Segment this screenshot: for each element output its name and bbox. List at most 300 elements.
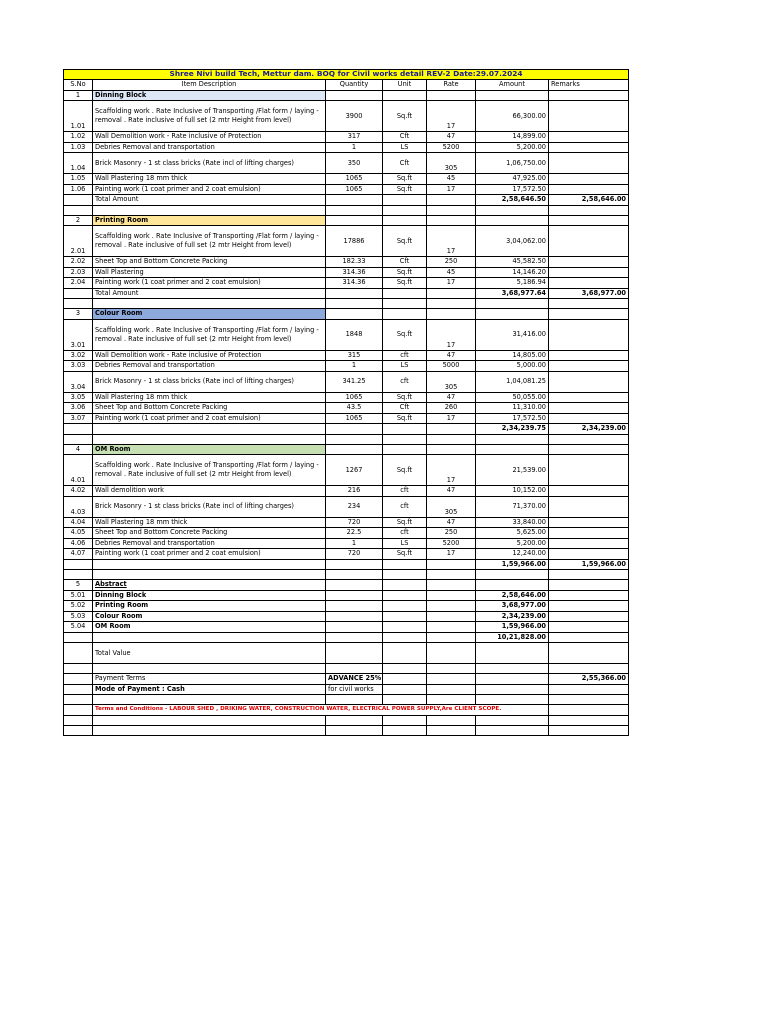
item-quantity: 1065 <box>326 413 383 424</box>
empty-cell <box>383 632 427 643</box>
item-amount: 17,572.50 <box>476 413 549 424</box>
empty-cell <box>64 205 93 215</box>
empty-cell <box>64 664 93 674</box>
boq-table <box>63 69 629 736</box>
item-sno: 3.06 <box>64 403 93 414</box>
item-amount: 50,055.00 <box>476 392 549 403</box>
empty-cell <box>93 299 326 309</box>
empty-cell <box>383 570 427 580</box>
item-unit: Sq.ft <box>383 319 427 350</box>
table-row <box>64 528 629 539</box>
abstract-sno: 5.02 <box>64 601 93 612</box>
item-rate: 17 <box>427 413 476 424</box>
empty-cell <box>326 444 383 455</box>
empty-row <box>64 695 629 705</box>
item-description: Wall Demolition work - Rate inclusive of Protection <box>93 132 326 143</box>
abstract-label: Abstract <box>93 580 326 591</box>
item-sno: 1.01 <box>64 101 93 132</box>
item-amount: 5,200.00 <box>476 142 549 153</box>
item-unit: Sq.ft <box>383 184 427 195</box>
item-quantity: 315 <box>326 350 383 361</box>
table-row <box>64 392 629 403</box>
empty-cell <box>326 215 383 226</box>
item-quantity: 1 <box>326 142 383 153</box>
item-amount: 1,06,750.00 <box>476 153 549 174</box>
abstract-name: Printing Room <box>93 601 326 612</box>
item-rate: 250 <box>427 528 476 539</box>
empty-cell <box>326 434 383 444</box>
item-remarks <box>549 403 629 414</box>
empty-cell <box>549 444 629 455</box>
header-sno: S.No <box>64 80 93 91</box>
item-quantity: 314.36 <box>326 278 383 289</box>
abstract-amount: 1,59,966.00 <box>476 622 549 633</box>
empty-cell <box>383 664 427 674</box>
item-amount: 12,240.00 <box>476 549 549 560</box>
table-row <box>64 319 629 350</box>
empty-cell <box>427 643 476 664</box>
empty-cell <box>549 570 629 580</box>
item-sno: 4.07 <box>64 549 93 560</box>
item-quantity: 234 <box>326 496 383 517</box>
payment-terms-label: Payment Terms <box>93 674 326 685</box>
empty-cell <box>383 215 427 226</box>
empty-cell <box>549 309 629 320</box>
empty-cell <box>64 725 93 735</box>
item-remarks <box>549 101 629 132</box>
header-remarks: Remarks <box>549 80 629 91</box>
item-remarks <box>549 184 629 195</box>
item-description: Debries Removal and transportation <box>93 142 326 153</box>
section-header-row <box>64 215 629 226</box>
empty-cell <box>93 632 326 643</box>
empty-cell <box>383 424 427 435</box>
empty-cell <box>549 611 629 622</box>
item-description: Wall demolition work <box>93 486 326 497</box>
item-quantity: 350 <box>326 153 383 174</box>
item-remarks <box>549 278 629 289</box>
item-unit: Cft <box>383 257 427 268</box>
table-row <box>64 496 629 517</box>
abstract-name: OM Room <box>93 622 326 633</box>
item-quantity: 17886 <box>326 226 383 257</box>
item-remarks <box>549 226 629 257</box>
abstract-sno: 5.04 <box>64 622 93 633</box>
empty-cell <box>326 195 383 206</box>
item-quantity: 720 <box>326 549 383 560</box>
abstract-number: 5 <box>64 580 93 591</box>
item-remarks <box>549 538 629 549</box>
table-row <box>64 403 629 414</box>
table-row <box>64 455 629 486</box>
section-number: 4 <box>64 444 93 455</box>
item-remarks <box>549 361 629 372</box>
payment-terms-amount: 2,55,366.00 <box>549 674 629 685</box>
header-quantity: Quantity <box>326 80 383 91</box>
item-quantity: 341.25 <box>326 371 383 392</box>
empty-cell <box>427 195 476 206</box>
section-header-row <box>64 90 629 101</box>
section-total-amount: 1,59,966.00 <box>476 559 549 570</box>
table-row <box>64 174 629 185</box>
item-quantity: 216 <box>326 486 383 497</box>
table-row <box>64 361 629 372</box>
empty-cell <box>427 715 476 725</box>
table-row <box>64 153 629 174</box>
item-sno: 3.07 <box>64 413 93 424</box>
item-description: Wall Plastering <box>93 267 326 278</box>
item-description: Painting work (1 coat primer and 2 coat emulsion) <box>93 549 326 560</box>
empty-cell <box>476 715 549 725</box>
item-amount: 45,582.50 <box>476 257 549 268</box>
item-description: Brick Masonry - 1 st class bricks (Rate incl of lifting charges) <box>93 371 326 392</box>
empty-cell <box>326 299 383 309</box>
empty-cell <box>549 434 629 444</box>
item-description: Painting work (1 coat primer and 2 coat emulsion) <box>93 413 326 424</box>
empty-cell <box>326 309 383 320</box>
empty-cell <box>549 205 629 215</box>
item-rate: 17 <box>427 184 476 195</box>
item-sno: 2.02 <box>64 257 93 268</box>
table-row <box>64 226 629 257</box>
item-rate: 47 <box>427 486 476 497</box>
terms-row <box>64 705 629 716</box>
empty-cell <box>64 434 93 444</box>
section-number: 2 <box>64 215 93 226</box>
table-row <box>64 278 629 289</box>
section-header-row <box>64 444 629 455</box>
item-description: Brick Masonry - 1 st class bricks (Rate incl of lifting charges) <box>93 496 326 517</box>
section-total-remarks: 2,34,239.00 <box>549 424 629 435</box>
item-amount: 14,899.00 <box>476 132 549 143</box>
empty-cell <box>64 684 93 695</box>
item-remarks <box>549 174 629 185</box>
section-total-row <box>64 195 629 206</box>
empty-cell <box>427 559 476 570</box>
table-row <box>64 184 629 195</box>
empty-cell <box>549 215 629 226</box>
item-amount: 5,200.00 <box>476 538 549 549</box>
empty-cell <box>476 674 549 685</box>
empty-cell <box>476 309 549 320</box>
item-sno: 4.05 <box>64 528 93 539</box>
section-number: 1 <box>64 90 93 101</box>
section-total-row <box>64 559 629 570</box>
empty-cell <box>64 559 93 570</box>
empty-cell <box>549 580 629 591</box>
item-rate: 17 <box>427 101 476 132</box>
empty-cell <box>326 632 383 643</box>
empty-cell <box>383 590 427 601</box>
empty-cell <box>476 299 549 309</box>
empty-cell <box>427 570 476 580</box>
payment-mode-label: Mode of Payment : Cash <box>93 684 326 695</box>
empty-cell <box>64 288 93 299</box>
item-remarks <box>549 392 629 403</box>
item-unit: LS <box>383 361 427 372</box>
item-remarks <box>549 350 629 361</box>
item-description: Wall Plastering 18 mm thick <box>93 517 326 528</box>
empty-cell <box>549 705 629 716</box>
section-name: Printing Room <box>93 215 326 226</box>
payment-mode-row <box>64 684 629 695</box>
item-description: Painting work (1 coat primer and 2 coat emulsion) <box>93 278 326 289</box>
item-sno: 3.03 <box>64 361 93 372</box>
item-rate: 17 <box>427 455 476 486</box>
empty-cell <box>64 570 93 580</box>
item-description: Painting work (1 coat primer and 2 coat emulsion) <box>93 184 326 195</box>
abstract-row <box>64 622 629 633</box>
empty-cell <box>476 434 549 444</box>
empty-cell <box>427 695 476 705</box>
item-unit: Sq.ft <box>383 267 427 278</box>
section-total-amount: 2,58,646.50 <box>476 195 549 206</box>
empty-cell <box>383 580 427 591</box>
empty-cell <box>427 601 476 612</box>
item-sno: 3.01 <box>64 319 93 350</box>
item-rate: 5200 <box>427 142 476 153</box>
item-amount: 14,805.00 <box>476 350 549 361</box>
item-description: Brick Masonry - 1 st class bricks (Rate incl of lifting charges) <box>93 153 326 174</box>
item-quantity: 1 <box>326 361 383 372</box>
item-sno: 4.06 <box>64 538 93 549</box>
empty-cell <box>476 664 549 674</box>
empty-cell <box>64 695 93 705</box>
item-amount: 5,625.00 <box>476 528 549 539</box>
item-quantity: 43.5 <box>326 403 383 414</box>
header-item-description: Item Description <box>93 80 326 91</box>
item-description: Wall Plastering 18 mm thick <box>93 174 326 185</box>
empty-cell <box>93 205 326 215</box>
empty-cell <box>326 664 383 674</box>
item-remarks <box>549 319 629 350</box>
item-unit: cft <box>383 350 427 361</box>
abstract-row <box>64 590 629 601</box>
empty-cell <box>326 580 383 591</box>
empty-cell <box>549 664 629 674</box>
section-total-row <box>64 424 629 435</box>
empty-cell <box>383 309 427 320</box>
item-rate: 45 <box>427 174 476 185</box>
item-sno: 1.03 <box>64 142 93 153</box>
item-unit: cft <box>383 496 427 517</box>
empty-cell <box>476 695 549 705</box>
section-total-remarks: 2,58,646.00 <box>549 195 629 206</box>
empty-cell <box>326 601 383 612</box>
empty-cell <box>326 559 383 570</box>
item-quantity: 1065 <box>326 174 383 185</box>
empty-cell <box>549 299 629 309</box>
item-sno: 4.04 <box>64 517 93 528</box>
item-remarks <box>549 455 629 486</box>
item-unit: Cft <box>383 132 427 143</box>
empty-cell <box>326 725 383 735</box>
item-amount: 5,000.00 <box>476 361 549 372</box>
item-unit: Sq.ft <box>383 174 427 185</box>
empty-cell <box>383 715 427 725</box>
item-unit: Sq.ft <box>383 455 427 486</box>
table-row <box>64 549 629 560</box>
item-quantity: 1848 <box>326 319 383 350</box>
empty-cell <box>427 205 476 215</box>
item-sno: 4.03 <box>64 496 93 517</box>
empty-cell <box>326 90 383 101</box>
empty-row <box>64 570 629 580</box>
item-remarks <box>549 517 629 528</box>
table-row <box>64 267 629 278</box>
empty-cell <box>326 570 383 580</box>
item-remarks <box>549 257 629 268</box>
empty-cell <box>326 643 383 664</box>
item-rate: 47 <box>427 392 476 403</box>
empty-cell <box>427 611 476 622</box>
item-quantity: 1065 <box>326 184 383 195</box>
abstract-header-row <box>64 580 629 591</box>
item-amount: 10,152.00 <box>476 486 549 497</box>
empty-cell <box>326 715 383 725</box>
item-quantity: 1267 <box>326 455 383 486</box>
empty-cell <box>549 695 629 705</box>
item-amount: 14,146.20 <box>476 267 549 278</box>
empty-cell <box>93 725 326 735</box>
item-description: Scaffolding work . Rate Inclusive of Transporting /Flat form / laying -removal . Rate inclusive of full set (2 mtr Height from level) <box>93 455 326 486</box>
item-description: Debries Removal and transportation <box>93 361 326 372</box>
item-unit: Sq.ft <box>383 101 427 132</box>
terms-and-conditions: Terms and Conditions - LABOUR SHED , DRIKING WATER, CONSTRUCTION WATER, ELECTRICAL POWER SUPPLY,Are CLIENT SCOPE. <box>93 705 549 716</box>
empty-cell <box>64 195 93 206</box>
total-value-label: Total Value <box>93 643 326 664</box>
item-amount: 5,186.94 <box>476 278 549 289</box>
item-quantity: 182.33 <box>326 257 383 268</box>
table-row <box>64 142 629 153</box>
empty-cell <box>64 715 93 725</box>
table-row <box>64 350 629 361</box>
item-rate: 5000 <box>427 361 476 372</box>
section-total-amount: 3,68,977.64 <box>476 288 549 299</box>
item-rate: 17 <box>427 319 476 350</box>
table-row <box>64 486 629 497</box>
item-sno: 4.02 <box>64 486 93 497</box>
header-unit: Unit <box>383 80 427 91</box>
table-row <box>64 371 629 392</box>
item-remarks <box>549 496 629 517</box>
empty-cell <box>427 215 476 226</box>
empty-cell <box>549 643 629 664</box>
empty-cell <box>383 611 427 622</box>
payment-terms-note: for civil works <box>326 684 383 695</box>
abstract-row <box>64 601 629 612</box>
item-remarks <box>549 371 629 392</box>
item-remarks <box>549 549 629 560</box>
abstract-sno: 5.03 <box>64 611 93 622</box>
empty-cell <box>383 205 427 215</box>
total-value-row <box>64 643 629 664</box>
item-amount: 1,04,081.25 <box>476 371 549 392</box>
empty-cell <box>476 643 549 664</box>
table-row <box>64 132 629 143</box>
item-rate: 47 <box>427 517 476 528</box>
empty-cell <box>549 715 629 725</box>
header-rate: Rate <box>427 80 476 91</box>
empty-cell <box>427 684 476 695</box>
table-row <box>64 538 629 549</box>
empty-cell <box>427 90 476 101</box>
empty-cell <box>383 684 427 695</box>
empty-cell <box>427 309 476 320</box>
item-amount: 66,300.00 <box>476 101 549 132</box>
item-unit: Cft <box>383 403 427 414</box>
item-description: Debries Removal and transportation <box>93 538 326 549</box>
empty-cell <box>64 643 93 664</box>
empty-cell <box>93 570 326 580</box>
abstract-amount: 3,68,977.00 <box>476 601 549 612</box>
item-unit: cft <box>383 528 427 539</box>
empty-cell <box>549 590 629 601</box>
item-rate: 260 <box>427 403 476 414</box>
item-unit: cft <box>383 486 427 497</box>
item-remarks <box>549 142 629 153</box>
item-sno: 2.03 <box>64 267 93 278</box>
empty-cell <box>549 725 629 735</box>
item-amount: 33,840.00 <box>476 517 549 528</box>
item-sno: 2.01 <box>64 226 93 257</box>
empty-cell <box>383 444 427 455</box>
item-remarks <box>549 267 629 278</box>
item-quantity: 1065 <box>326 392 383 403</box>
empty-cell <box>326 288 383 299</box>
section-number: 3 <box>64 309 93 320</box>
item-unit: Sq.ft <box>383 392 427 403</box>
empty-cell <box>476 205 549 215</box>
section-name: OM Room <box>93 444 326 455</box>
empty-cell <box>383 90 427 101</box>
abstract-name: Colour Room <box>93 611 326 622</box>
item-sno: 1.05 <box>64 174 93 185</box>
empty-row <box>64 299 629 309</box>
item-sno: 1.02 <box>64 132 93 143</box>
empty-cell <box>427 580 476 591</box>
item-description: Sheet Top and Bottom Concrete Packing <box>93 528 326 539</box>
grand-total-row <box>64 632 629 643</box>
total-label: Total Amount <box>93 195 326 206</box>
empty-row <box>64 434 629 444</box>
item-rate: 17 <box>427 549 476 560</box>
total-label <box>93 559 326 570</box>
table-row <box>64 413 629 424</box>
empty-cell <box>427 674 476 685</box>
section-name: Colour Room <box>93 309 326 320</box>
title-row <box>64 70 629 80</box>
empty-cell <box>326 611 383 622</box>
item-amount: 71,370.00 <box>476 496 549 517</box>
item-remarks <box>549 153 629 174</box>
item-quantity: 314.36 <box>326 267 383 278</box>
empty-cell <box>383 299 427 309</box>
empty-row <box>64 664 629 674</box>
payment-terms-value: ADVANCE 25% <box>326 674 383 685</box>
empty-cell <box>383 674 427 685</box>
empty-cell <box>383 434 427 444</box>
abstract-row <box>64 611 629 622</box>
item-description: Sheet Top and Bottom Concrete Packing <box>93 257 326 268</box>
item-quantity: 22.5 <box>326 528 383 539</box>
item-rate: 17 <box>427 226 476 257</box>
table-row <box>64 517 629 528</box>
item-unit: LS <box>383 142 427 153</box>
item-sno: 4.01 <box>64 455 93 486</box>
empty-cell <box>93 695 326 705</box>
abstract-amount: 2,58,646.00 <box>476 590 549 601</box>
